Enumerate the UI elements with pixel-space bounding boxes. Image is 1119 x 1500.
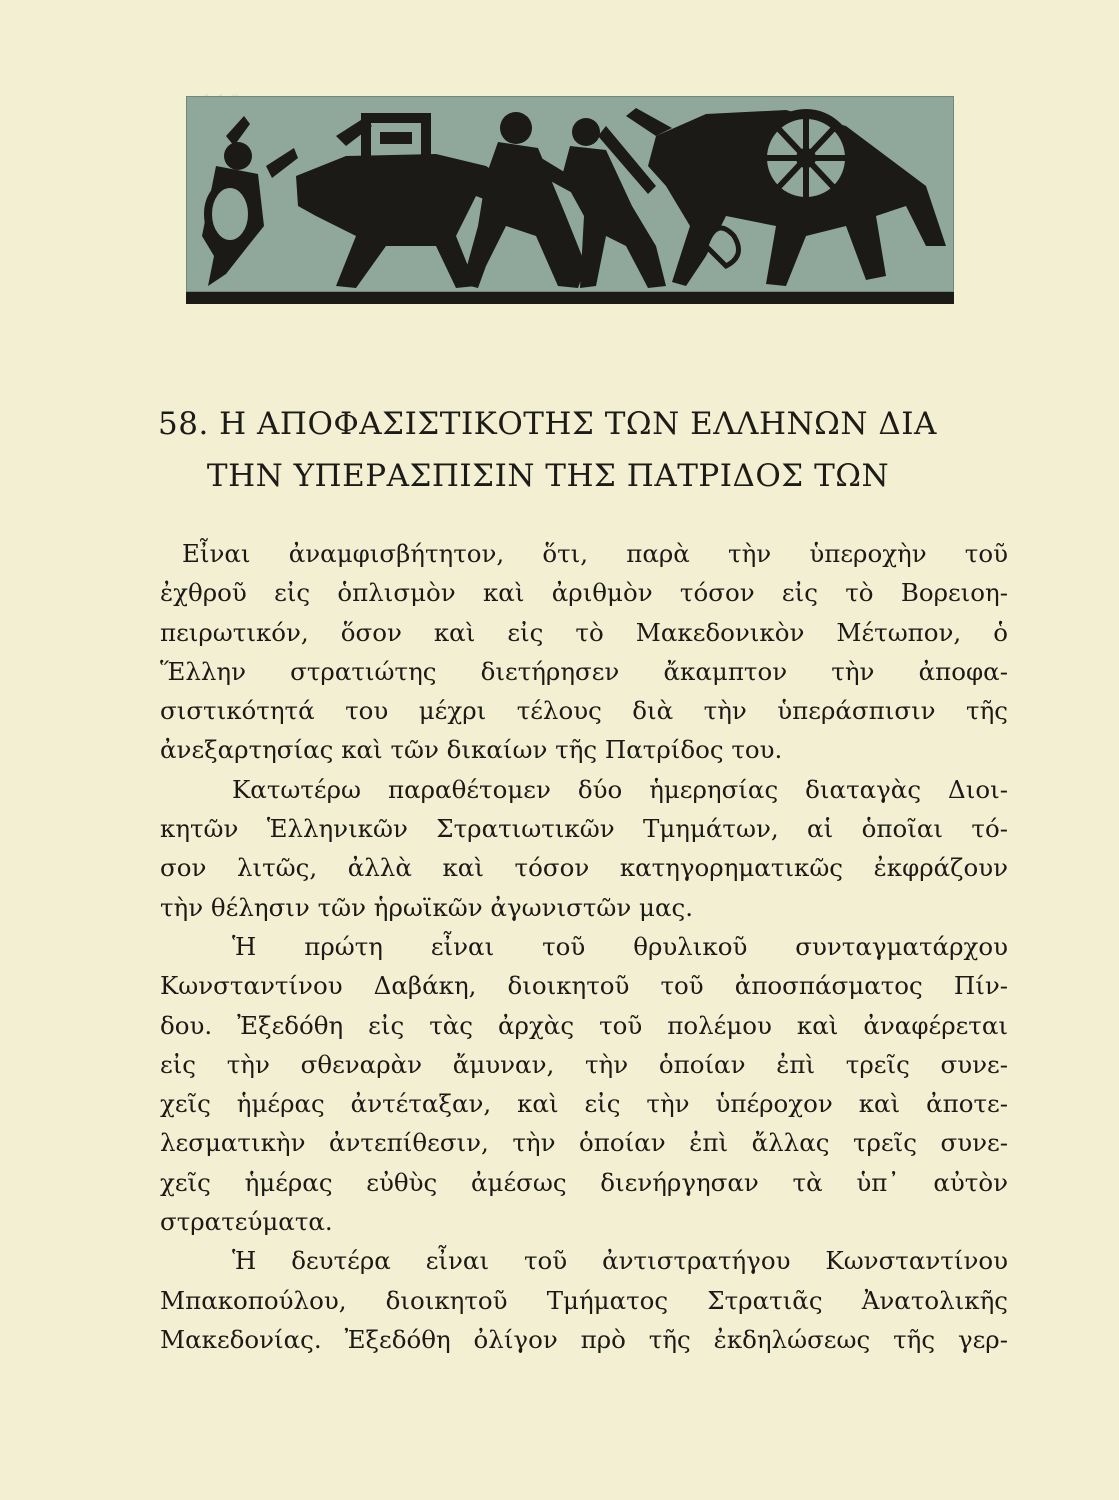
chapter-heading: [158, 398, 998, 502]
paragraph-1: [160, 534, 1008, 770]
text-line: χεῖς ἡμέρας ἀντέταξαν, καὶ εἰς τὴν ὑπέροχον καὶ ἀποτε-: [160, 1089, 1008, 1119]
paragraph-3: [160, 927, 1008, 1241]
text-line: σιστικότητά του μέχρι τέλους διὰ τὴν ὑπεράσπισιν τῆς: [160, 696, 1008, 726]
text-line: Κωνσταντίνου Δαβάκη, διοικητοῦ τοῦ ἀποσπάσματος Πίν-: [160, 971, 1008, 1001]
text-line: Ἕλλην στρατιώτης διετήρησεν ἄκαμπτον τὴν ἀποφα-: [160, 656, 1008, 686]
text-line: ἐχθροῦ εἰς ὁπλισμὸν καὶ ἀριθμὸν τόσον εἰς τὸ Βορειοη-: [160, 578, 1008, 608]
text-line: λεσματικὴν ἀντεπίθεσιν, τὴν ὁποίαν ἐπὶ ἄλλας τρεῖς συνε-: [160, 1128, 1008, 1158]
text-line: Μπακοπούλου, διοικητοῦ Τμήματος Στρατιᾶς Ἀνατολικῆς: [160, 1285, 1008, 1315]
text-line: κητῶν Ἑλληνικῶν Στρατιωτικῶν Τμημάτων, αἱ ὁποῖαι τό-: [160, 814, 1008, 844]
text-line: Μακεδονίας. Ἐξεδόθη ὀλίγον πρὸ τῆς ἐκδηλώσεως τῆς γερ-: [160, 1324, 1008, 1354]
chapter-heading-line-1: 58. Η ΑΠΟΦΑΣΙΣΤΙΚΟΤΗΣ ΤΩΝ ΕΛΛΗΝΩΝ ΔΙΑ: [158, 406, 937, 442]
text-line: στρατεύματα.: [160, 1207, 333, 1237]
paragraph-4: [160, 1241, 1008, 1359]
warriors-and-horses-frieze-icon: [186, 96, 954, 304]
body-text: [160, 534, 1008, 1359]
text-line: ἀνεξαρτησίας καὶ τῶν δικαίων τῆς Πατρίδος του.: [160, 735, 783, 765]
text-line: Ἡ πρώτη εἶναι τοῦ θρυλικοῦ συνταγματάρχου: [232, 931, 1008, 961]
text-line: πειρωτικόν, ὅσον καὶ εἰς τὸ Μακεδονικὸν Μέτωπον, ὁ: [160, 617, 1008, 647]
paragraph-2: [160, 770, 1008, 927]
text-line: Κατωτέρω παραθέτομεν δύο ἡμερησίας διαταγὰς Διοι-: [232, 774, 1008, 804]
text-line: δου. Ἐξεδόθη εἰς τὰς ἀρχὰς τοῦ πολέμου καὶ ἀναφέρεται: [160, 1010, 1008, 1040]
text-line: τὴν θέλησιν τῶν ἡρωϊκῶν ἀγωνιστῶν μας.: [160, 892, 694, 922]
text-line: εἰς τὴν σθεναρὰν ἄμυναν, τὴν ὁποίαν ἐπὶ τρεῖς συνε-: [160, 1049, 1008, 1079]
chapter-heading-line-2: ΤΗΝ ΥΠΕΡΑΣΠΙΣΙΝ ΤΗΣ ΠΑΤΡΙΔΟΣ ΤΩΝ: [206, 458, 890, 494]
text-line: σον λιτῶς, ἀλλὰ καὶ τόσον κατηγορηματικῶς ἐκφράζουν: [160, 853, 1008, 883]
text-line: χεῖς ἡμέρας εὐθὺς ἀμέσως διενήργησαν τὰ ὑπ᾽ αὐτὸν: [160, 1167, 1008, 1197]
text-line: Ἡ δευτέρα εἶναι τοῦ ἀντιστρατήγου Κωνσταντίνου: [232, 1246, 1008, 1276]
text-line: Εἶναι ἀναμφισβήτητον, ὅτι, παρὰ τὴν ὑπεροχὴν τοῦ: [182, 539, 1008, 568]
